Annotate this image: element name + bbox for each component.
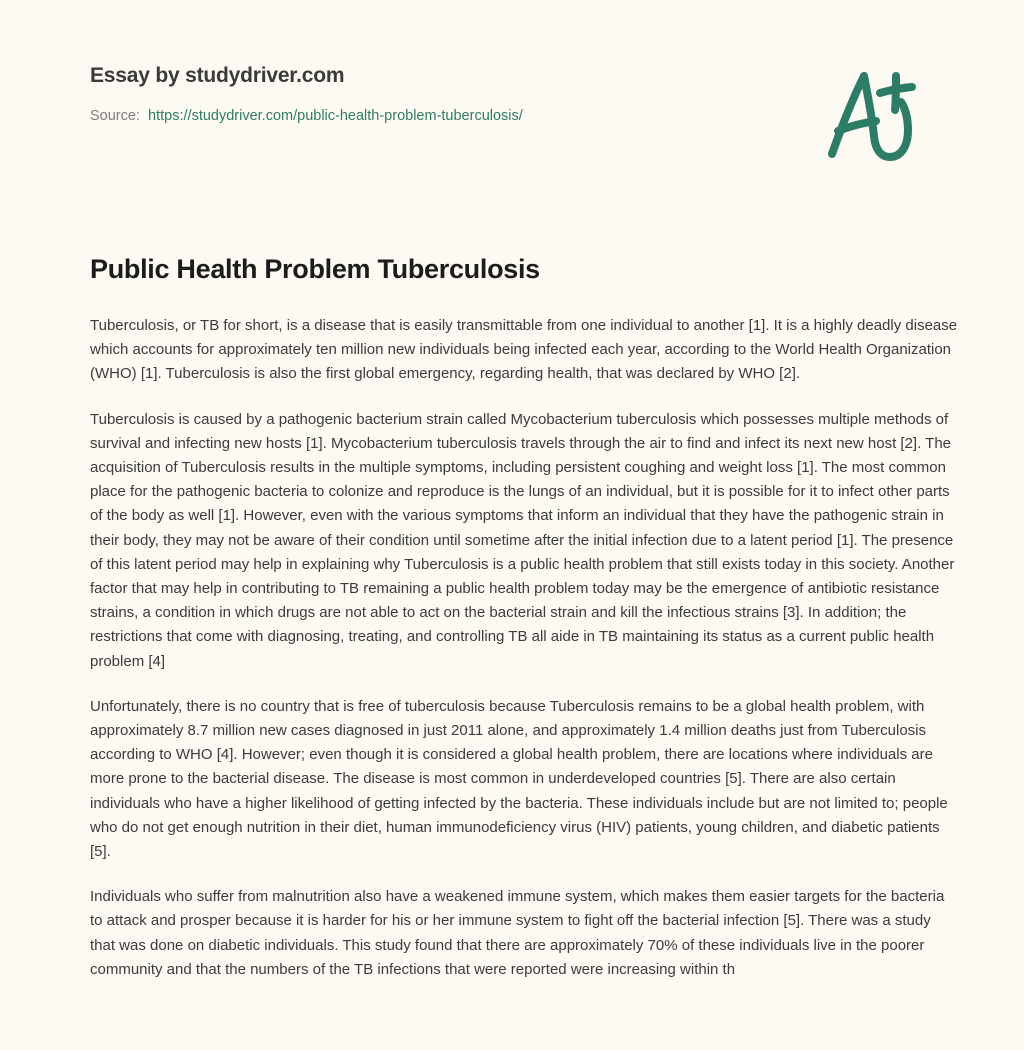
source-line <box>90 106 790 126</box>
paragraph: Individuals who suffer from malnutrition also have a weakened immune system, which makes them easier targets for the bacteria to attack and prosper because it is harder for his or her immune system to fight off the bacterial infection [5]. There was a study that was done on diabetic individuals. This study found that there are approximately 70% of these individuals live in the poorer community and that the numbers of the TB infections that were reported were increasing within th <box>90 888 945 978</box>
paragraph: Tuberculosis, or TB for short, is a disease that is easily transmittable from one individual to another [1]. It is a highly deadly disease which accounts for approximately ten million new individuals being infected each year, according to the World Health Organization (WHO) [1]. Tuberculosis is also the first global emergency, regarding health, that was declared by WHO [2]. <box>90 317 958 383</box>
a-plus-logo <box>812 62 932 177</box>
a-plus-logo-icon <box>812 62 932 177</box>
paragraph: Unfortunately, there is no country that is free of tuberculosis because Tuberculosis remains to be a global health problem, with approximately 8.7 million new cases diagnosed in just 2011 alone, and approximately 1.4 million deaths just from Tuberculosis according to WHO [4]. However; even though it is considered a global health problem, there are locations where individuals are more prone to the bacterial disease. The disease is most common in underdeveloped countries [5]. There are also certain individuals who have a higher likelihood of getting infected by the bacteria. These individuals include but are not limited to; people who do not get enough nutrition in their diet, human immunodeficiency virus (HIV) patients, young children, and diabetic patients [5]. <box>90 697 948 861</box>
page-title: Public Health Problem Tuberculosis <box>90 254 540 284</box>
article <box>90 252 958 982</box>
page-header <box>90 62 790 126</box>
paragraph: Tuberculosis is caused by a pathogenic bacterium strain called Mycobacterium tuberculosis which possesses multiple methods of survival and infecting new hosts [1]. Mycobacterium tuberculosis travels through the air to find and infect its next new host [2]. The acquisition of Tuberculosis results in the multiple symptoms, including persistent coughing and weight loss [1]. The most common place for the pathogenic bacteria to colonize and reproduce is the lungs of an individual, but it is possible for it to infect other parts of the body as well [1]. However, even with the various symptoms that inform an individual that they have the pathogenic strain in their body, they may not be aware of their condition until sometime after the initial infection due to a latent period [1]. The presence of this latent period may help in explaining why Tuberculosis is a public health problem that still exists today in this society. Another factor that may help in contributing to TB remaining a public health problem today may be the emergence of antibiotic resistance strains, a condition in which drugs are not able to act on the bacterial strain and kill the infectious strains [3]. In addition; the restrictions that come with diagnosing, treating, and controlling TB all aide in TB maintaining its status as a current public health problem [4] <box>90 410 955 670</box>
source-label: Source: <box>90 108 140 124</box>
source-url-link[interactable]: https://studydriver.com/public-health-problem-tuberculosis/ <box>148 108 523 124</box>
article-body <box>90 314 958 982</box>
essay-attribution: Essay by studydriver.com <box>90 64 345 87</box>
